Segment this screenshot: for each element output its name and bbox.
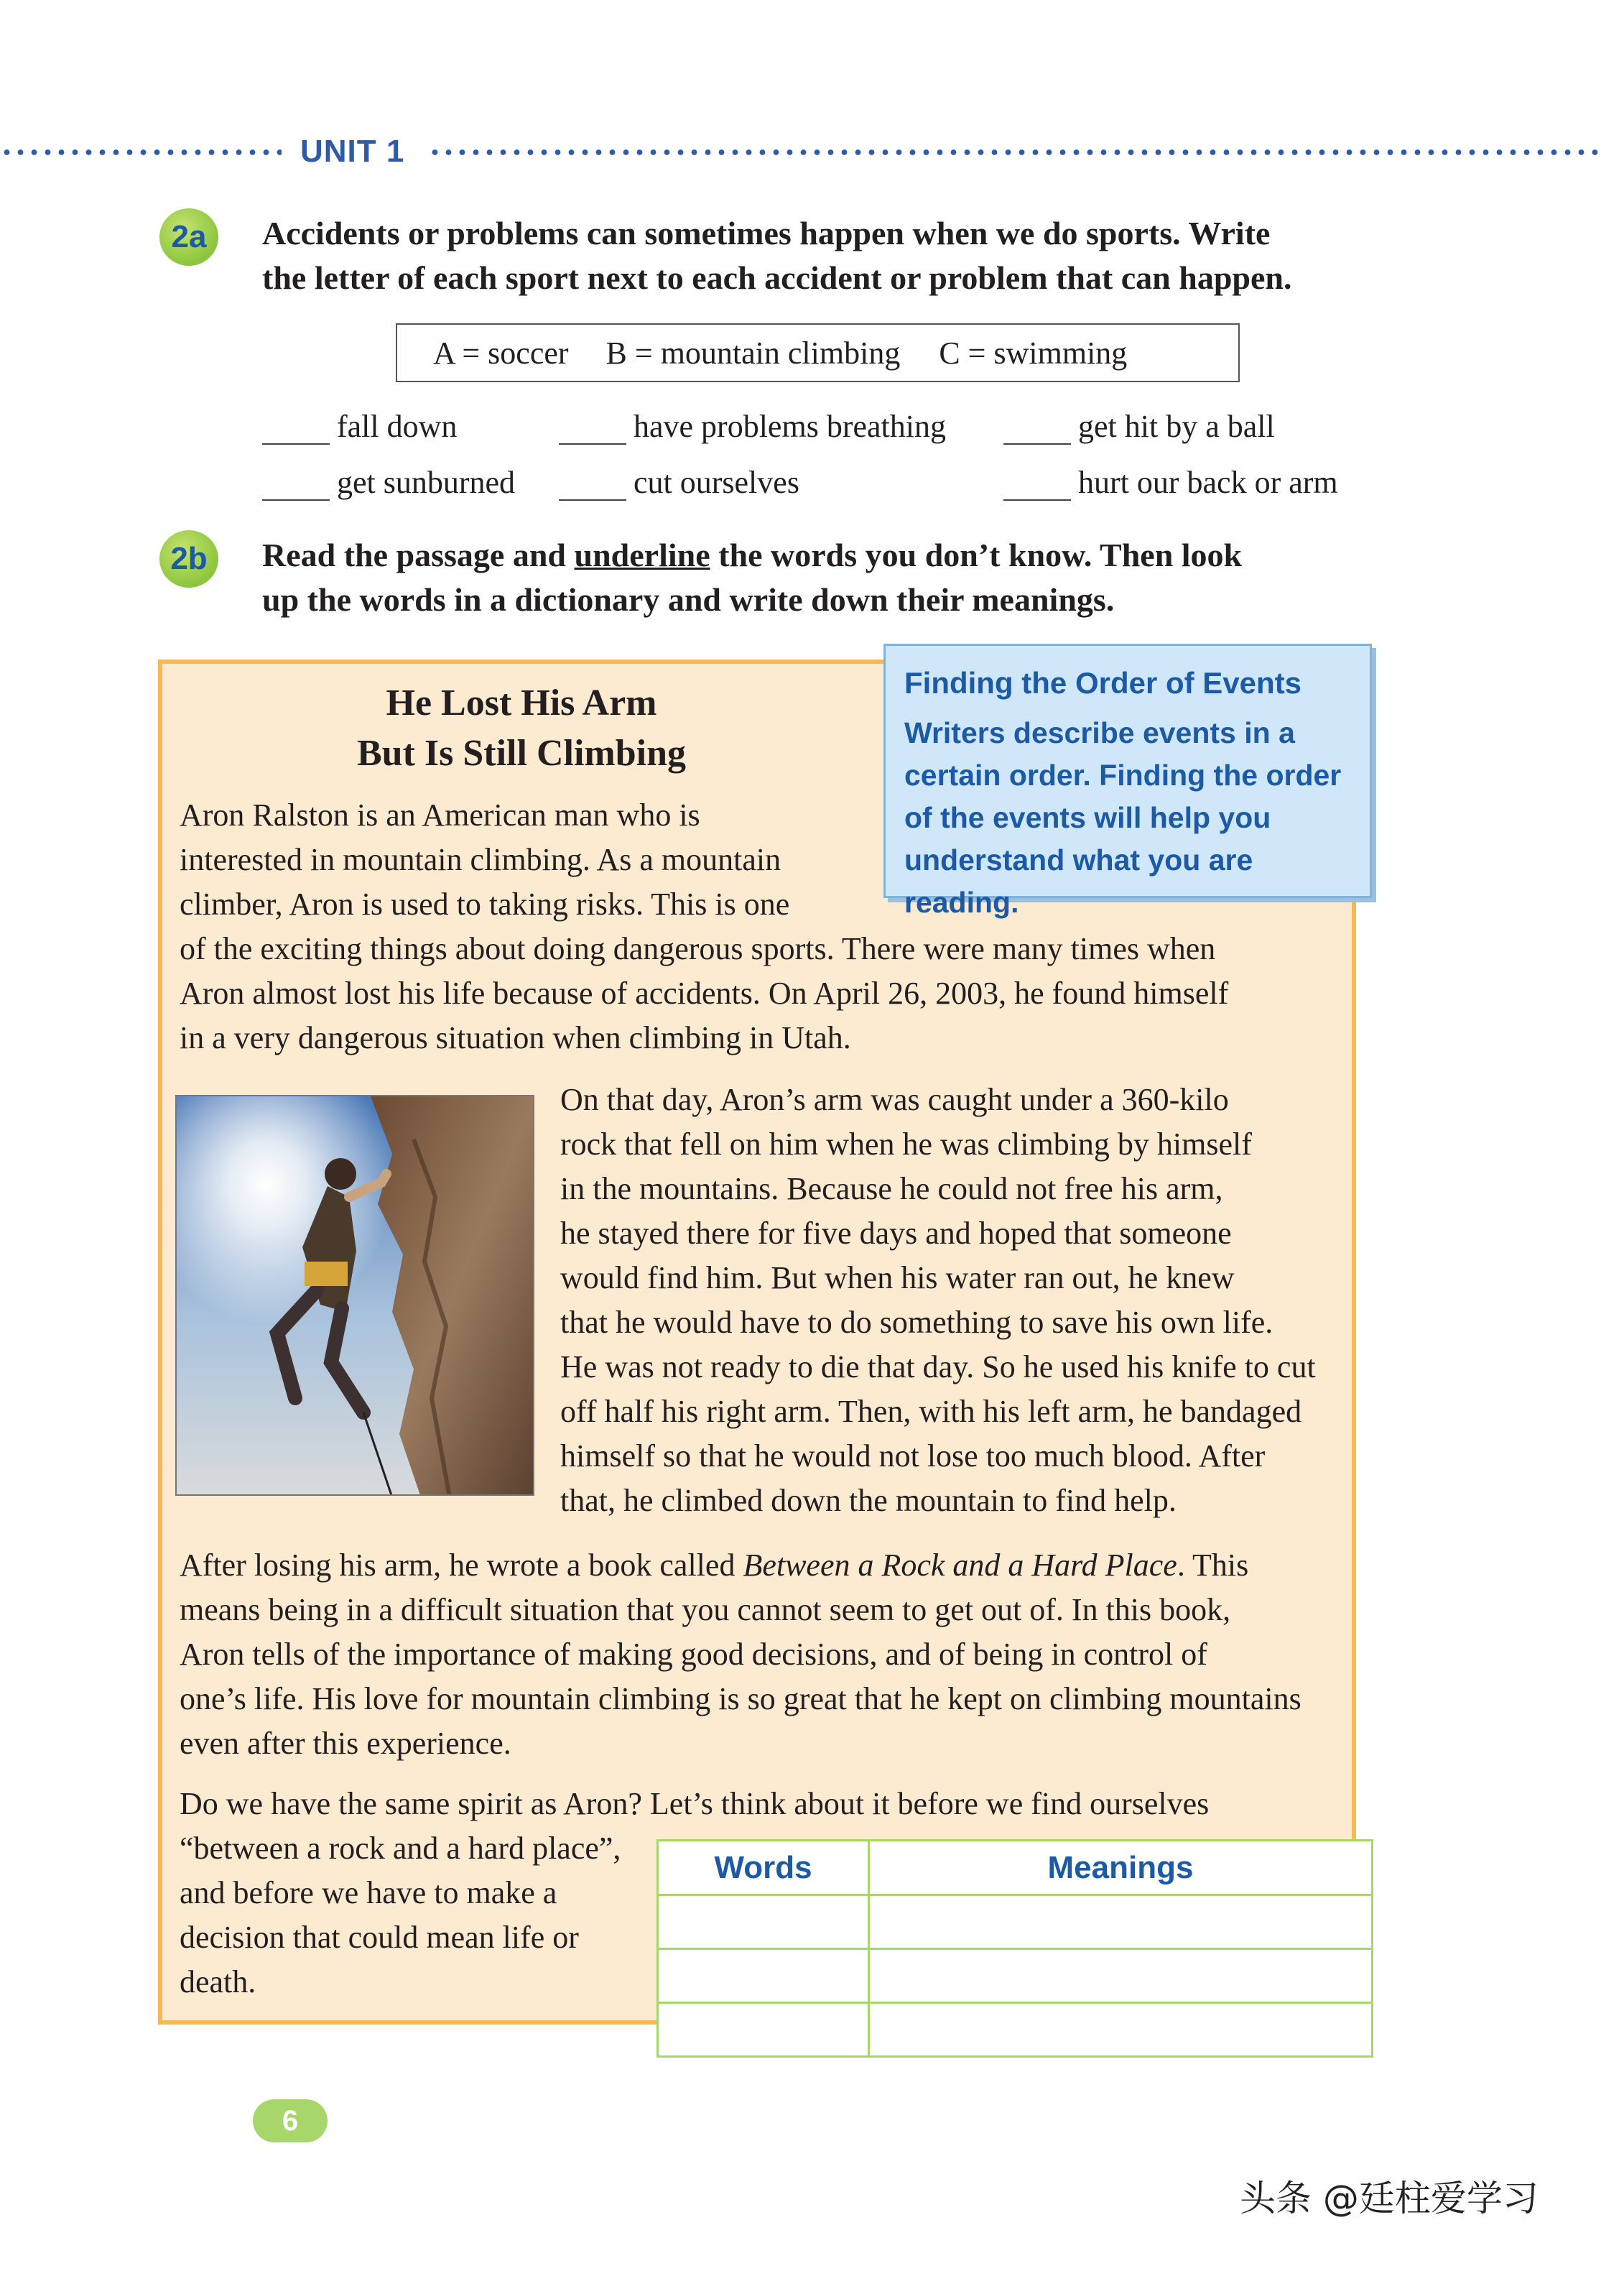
meaning-cell[interactable] xyxy=(869,1949,1373,2003)
item-label: get hit by a ball xyxy=(1078,409,1275,444)
text-line: off half his right arm. Then, with his left arm, he bandaged xyxy=(560,1394,1302,1429)
text-line: certain order. Finding the order xyxy=(904,759,1342,792)
text-line: rock that fell on him when he was climbing by himself xyxy=(560,1127,1252,1162)
text-line: means being in a difficult situation that you cannot seem to get out of. In this book, xyxy=(180,1592,1231,1627)
tip-body xyxy=(904,712,1351,924)
book-title: Between a Rock and a Hard Place xyxy=(743,1548,1177,1583)
text-line: Aron almost lost his life because of accidents. On April 26, 2003, he found himself xyxy=(180,976,1229,1011)
answer-blank[interactable] xyxy=(262,472,330,501)
col-header-words: Words xyxy=(658,1841,869,1895)
article-title-line2: But Is Still Climbing xyxy=(356,733,687,774)
item-label: hurt our back or arm xyxy=(1078,465,1338,500)
text-line: Writers describe events in a xyxy=(904,716,1295,749)
paragraph-1-wide xyxy=(180,927,1343,1060)
text-segment: After losing his arm, he wrote a book called xyxy=(180,1548,743,1583)
reading-tip-box xyxy=(883,644,1372,919)
text-line: of the events will help you xyxy=(904,801,1271,834)
climber-photo xyxy=(175,1095,534,1496)
text-line: He was not ready to die that day. So he used his knife to cut xyxy=(560,1349,1316,1384)
text-line: one’s life. His love for mountain climbing is so great that he kept on climbing mountains xyxy=(180,1681,1301,1716)
text-line: and before we have to make a xyxy=(180,1875,557,1910)
text-line: understand what you are reading. xyxy=(904,843,1253,919)
article-title-line1: He Lost His Arm xyxy=(386,683,657,723)
text-line: of the exciting things about doing dangerous sports. There were many times when xyxy=(180,931,1216,966)
watermark: 头条 @廷柱爱学习 xyxy=(1240,2178,1539,2219)
answer-blank[interactable] xyxy=(559,472,626,501)
key-swimming: C = swimming xyxy=(939,335,1128,371)
text-segment: . This xyxy=(1177,1548,1249,1583)
instruction-2b-pre: Read the passage and xyxy=(262,537,575,573)
meaning-cell[interactable] xyxy=(869,1895,1373,1949)
instruction-2b-line2: up the words in a dictionary and write down their meanings. xyxy=(262,581,1115,618)
text-line: he stayed there for five days and hoped that someone xyxy=(560,1216,1232,1251)
text-line: Aron Ralston is an American man who is xyxy=(180,797,700,833)
key-soccer: A = soccer xyxy=(433,335,569,371)
sport-key-box xyxy=(396,323,1240,382)
tip-title: Finding the Order of Events xyxy=(904,666,1302,700)
unit-label: UNIT 1 xyxy=(300,134,405,169)
page-number: 6 xyxy=(253,2099,328,2142)
badge-2b: 2b xyxy=(159,530,218,588)
table-header-row xyxy=(658,1841,1373,1895)
col-header-meanings: Meanings xyxy=(869,1841,1373,1895)
key-mountain-climbing: B = mountain climbing xyxy=(605,335,901,371)
table-row xyxy=(658,2003,1373,2057)
text-line: even after this experience. xyxy=(180,1726,511,1761)
item-label: get sunburned xyxy=(337,465,516,500)
badge-2a: 2a xyxy=(159,208,218,266)
text-line: that, he climbed down the mountain to find help. xyxy=(560,1483,1177,1518)
instruction-2b-underlined: underline xyxy=(574,537,710,573)
exercise-item xyxy=(1003,464,1338,501)
answer-blank[interactable] xyxy=(262,416,330,445)
item-label: cut ourselves xyxy=(634,465,799,500)
text-line: On that day, Aron’s arm was caught under a 360-kilo xyxy=(560,1082,1229,1117)
exercise-item xyxy=(1003,408,1275,445)
header-dotted-rule-right xyxy=(428,148,1603,157)
word-cell[interactable] xyxy=(658,1949,869,2003)
text-line: interested in mountain climbing. As a mountain xyxy=(180,842,781,877)
climber-illustration xyxy=(177,1096,534,1496)
header-dotted-rule-left xyxy=(0,148,282,157)
text-line: decision that could mean life or xyxy=(180,1920,579,1955)
paragraph-1-narrow xyxy=(180,793,869,927)
instruction-2b xyxy=(262,533,1411,622)
instruction-2a-line1: Accidents or problems can sometimes happen when we do sports. Write xyxy=(262,215,1271,251)
item-label: fall down xyxy=(337,409,458,444)
answer-blank[interactable] xyxy=(1003,472,1071,501)
exercise-item xyxy=(262,464,515,501)
word-cell[interactable] xyxy=(658,1895,869,1949)
table-row xyxy=(658,1949,1373,2003)
meaning-cell[interactable] xyxy=(869,2003,1373,2057)
answer-blank[interactable] xyxy=(559,416,626,445)
exercise-item xyxy=(262,408,457,445)
instruction-2a-line2: the letter of each sport next to each accident or problem that can happen. xyxy=(262,259,1292,296)
text-line: climber, Aron is used to taking risks. This is one xyxy=(180,887,790,922)
text-line: in a very dangerous situation when climbing in Utah. xyxy=(180,1020,851,1055)
article-title xyxy=(162,678,881,779)
text-line: death. xyxy=(180,1964,256,1999)
paragraph-2 xyxy=(560,1078,1350,1523)
word-cell[interactable] xyxy=(658,2003,869,2057)
text-line xyxy=(180,1543,1358,1588)
item-label: have problems breathing xyxy=(634,409,946,444)
text-line: would find him. But when his water ran out, he knew xyxy=(560,1260,1235,1295)
answer-blank[interactable] xyxy=(1003,416,1071,445)
text-line: Aron tells of the importance of making good decisions, and of being in control of xyxy=(180,1637,1207,1672)
exercise-item xyxy=(559,408,946,445)
words-meanings-table xyxy=(656,1839,1373,2058)
text-line: that he would have to do something to save his own life. xyxy=(560,1305,1273,1340)
text-line: himself so that he would not lose too much blood. After xyxy=(560,1438,1266,1474)
exercise-item xyxy=(559,464,799,501)
table-row xyxy=(658,1895,1373,1949)
paragraph-3 xyxy=(180,1543,1358,1766)
instruction-2a xyxy=(262,211,1411,300)
text-line: “between a rock and a hard place”, xyxy=(180,1831,621,1866)
instruction-2b-post: the words you don’t know. Then look xyxy=(710,537,1243,573)
text-line: Do we have the same spirit as Aron? Let’s think about it before we find ourselves xyxy=(180,1786,1210,1821)
text-line: in the mountains. Because he could not free his arm, xyxy=(560,1171,1223,1206)
